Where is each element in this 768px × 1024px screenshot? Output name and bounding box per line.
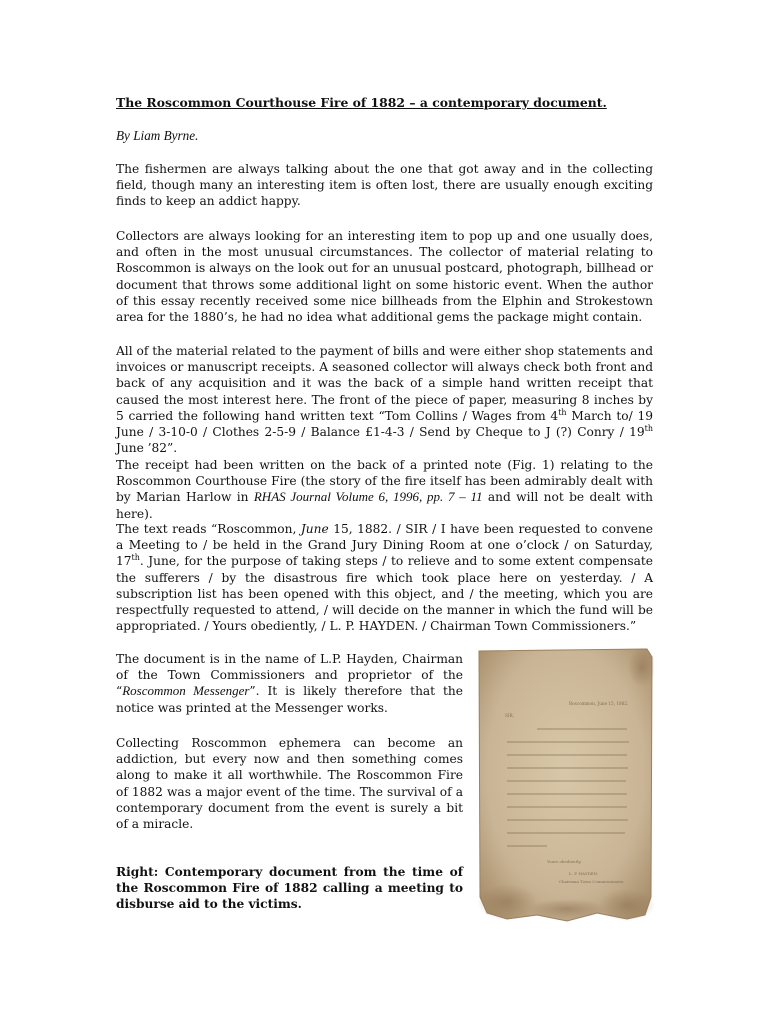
newspaper-name: Roscommon Messenger — [122, 683, 250, 699]
article-title: The Roscommon Courthouse Fire of 1882 – a contemporary document. — [116, 95, 607, 110]
svg-text:Chairman Town Commissioners.: Chairman Town Commissioners. — [559, 879, 625, 884]
text-run: . June, for the purpose of taking steps / to relieve and to some extent compensate the sufferers / by the disastrous fire which took place here on yesterday. / A subscription list has been opened with this object, and / the meeting, which you are respectfully requested to attend, / will decide on the manner in which the fund will be appropriated. / Yours obediently, / L. P. HAYDEN. / Chairman Town Commissioners.” — [116, 554, 653, 634]
svg-text:Yours obediently,: Yours obediently, — [547, 859, 582, 864]
text-run: 15, 1882. / SIR / I have been requested to convene a Meeting to / be held in the Grand Jury Dining Room at one o’clock / on Saturday, 17 — [116, 522, 654, 569]
text-run: ”. It is likely therefore that the notice was printed at the Messenger works. — [116, 684, 463, 715]
article-byline: By Liam Byrne. — [116, 128, 199, 143]
italic-date: June — [300, 522, 329, 536]
paragraph-ephemera: Collecting Roscommon ephemera can become an addiction, but every now and then something comes along to make it all worthwhile. The Roscommon Fire of 1882 was a major event of the time. The survival of a contemporary document from the event is surely a bit of a miracle. — [116, 736, 463, 832]
photo-caption: Right: Contemporary document from the time of the Roscommon Fire of 1882 calling a meeting to disburse aid to the victims. — [116, 865, 463, 912]
svg-text:SIR,: SIR, — [505, 713, 515, 718]
superscript: th — [644, 423, 653, 433]
text-run: All of the material related to the payment of bills and were either shop statements and invoices or manuscript receipts. A seasoned collector will always check both front and back of any acquisition and it was the back of a simple hand written receipt that caused the most interest here. The front of the piece of paper, measuring 8 inches by 5 carried the following hand written text “Tom Collins / Wages from 4 — [116, 344, 653, 423]
paragraph-intro: The fishermen are always talking about the one that got away and in the collecting field, though many an interesting item is often lost, there are usually enough exciting finds to keep an addict happy. — [116, 162, 653, 209]
text-run: The receipt had been written on the back of a printed note (Fig. 1) relating to the Roscommon Courthouse Fire (the story of the fire itself has been admirably dealt with by Marian Harlow in — [116, 458, 653, 505]
text-run: The document is in the name of L.P. Hayden, Chairman of the Town Commissioners and proprietor of the “ — [116, 652, 463, 699]
journal-reference: RHAS Journal Volume 6, 1996, pp. 7 – 11 — [253, 489, 483, 505]
paragraph-hayden — [116, 651, 463, 716]
paragraph-text-reads — [116, 521, 653, 634]
aged-document-photo — [477, 647, 654, 923]
paragraph-collectors: Collectors are always looking for an interesting item to pop up and one usually does, and often in the most unusual circumstances. The collector of material relating to Roscommon is always on the look out for an unusual postcard, photograph, billhead or document that throws some additional light on some historic event. When the author of this essay recently received some nice billheads from the Elphin and Strokestown area for the 1880’s, he had no idea what additional gems the package might contain. — [116, 229, 653, 325]
text-run: June ’82”. — [116, 441, 178, 456]
text-run: The text reads “Roscommon, — [116, 522, 301, 536]
svg-text:L. P. HAYDEN,: L. P. HAYDEN, — [569, 871, 599, 876]
text-run: and will not be dealt with here). — [116, 490, 653, 521]
svg-text:Roscommon, June 15, 1882.: Roscommon, June 15, 1882. — [569, 701, 629, 706]
paragraph-printed-note — [116, 457, 653, 522]
aged-document-icon — [477, 647, 654, 923]
text-run: March to/ 19 June / 3-10-0 / Clothes 2-5-9 / Balance £1-4-3 / Send by Cheque to J (?) Conry / 19 — [116, 408, 654, 440]
paragraph-receipt — [116, 343, 653, 456]
superscript: th — [131, 553, 140, 563]
superscript: th — [558, 407, 567, 417]
